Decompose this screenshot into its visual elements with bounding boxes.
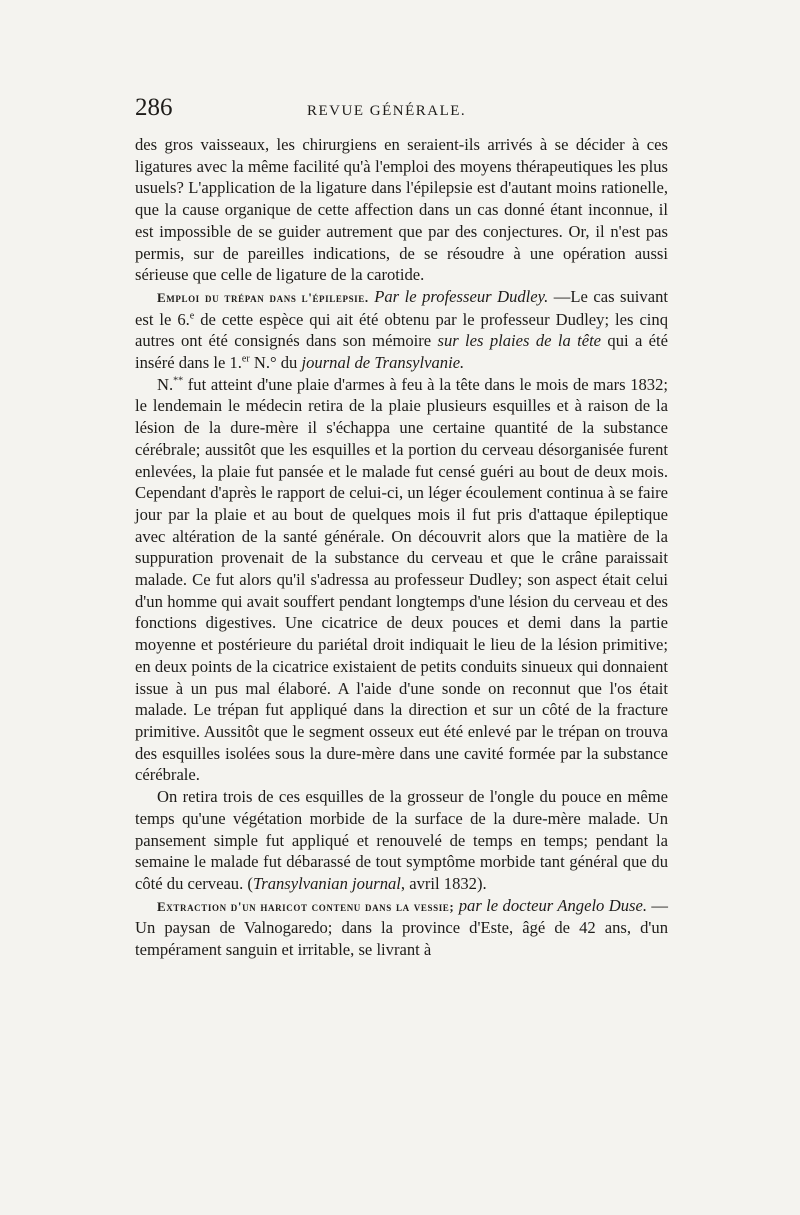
memoir-title: sur les plaies de la tête [437, 331, 602, 351]
author-dudley: Par le professeur Dudley. [374, 286, 549, 306]
paragraph-text: —Le cas suivant est le 6. [135, 286, 668, 329]
page-header [135, 94, 668, 130]
paragraph-treatment-outcome [135, 786, 668, 895]
section-heading-extraction: Extraction d'un haricot contenu dans la vessie; [157, 898, 455, 914]
paragraph-text: qui a été inséré dans le 1. [135, 331, 669, 373]
paragraph-text: On retira trois de ces esquilles de la grosseur de l'ongle du pouce en même temps qu'une végétation morbide de la surface de la dure-mère malade. Un pansement simple fut appliqué et renouvelé de temps en temps; pendant la semaine le malade fut débarassé de tout symptôme morbide tant général que du côté du cerveau. ( [135, 787, 668, 893]
page-number: 286 [135, 94, 173, 121]
author-duse: par le docteur Angelo Duse. [454, 895, 647, 915]
paragraph-text: de cette espèce qui ait été obtenu par le professeur Dudley; les cinq autres ont été consignés dans son mémoire [135, 309, 669, 351]
source-date: , avril 1832). [400, 873, 487, 893]
paragraph-bean-extraction [135, 895, 668, 961]
body-text [135, 134, 668, 961]
paragraph-trepan-epilepsy [135, 286, 668, 374]
paragraph-text: —Un paysan de Valnogaredo; dans la province d'Este, âgé de 42 ans, d'un tempérament sanguin et irritable, se livrant à [135, 895, 668, 960]
paragraph-carotid-ligature: des gros vaisseaux, les chirurgiens en seraient-ils arrivés à se décider à ces ligatures avec la même facilité qu'à l'emploi des moyens thérapeutiques les plus usuels? L'application de la ligature dans l'épilepsie est d'autant moins rationelle, que la cause organique de cette affection dans un cas donné étant inconnue, il est impossible de se guider autrement que par des conjectures. Or, il n'est pas permis, sur de pareilles indications, de se résoudre à une opération aussi sérieuse que celle de ligature de la carotide. [135, 135, 668, 285]
superscript: e [189, 310, 195, 322]
paragraph-case-history [135, 374, 668, 786]
superscript: ** [173, 375, 184, 387]
paragraph-text: fut atteint d'une plaie d'armes à feu à la tête dans le mois de mars 1832; le lendemain le médecin retira de la plaie plusieurs esquilles et à raison de la lésion de la dure-mère il s'échappa une certaine quantité de la substance cérébrale; aussitôt que les esquilles et la portion du cerveau désorganisée furent enlevées, la plaie fut pansée et le malade fut censé guéri au bout de deux mois. Cependant d'après le rapport de celui-ci, un léger écoulement continua à se faire jour par la plaie et au bout de quelques mois il fut pris d'attaque épileptique avec altération de la santé générale. On découvrit alors que la matière de la suppuration provenait de la substance du cerveau et que le crâne paraissait malade. Ce fut alors qu'il s'adressa au professeur Dudley; son aspect était celui d'un homme qui avait souffert pendant longtemps d'une lésion du cerveau et des fonctions digestives. Une cicatrice de deux pouces et demi dans la partie moyenne et postérieure du pariétal droit indiquait le lieu de la lésion primitive; en deux points de la cicatrice existaient de petits conduits sinueux qui donnaient issue à un pus mal élaboré. A l'aide d'une sonde on reconnut que l'os était malade. Le trépan fut appliqué dans la direction et sur un côté de la fracture primitive. Aussitôt que le segment osseux eut été enlevé par le trépan on trouva des esquilles isolées sous la dure-mère dans une cavité formée par la substance cérébrale. [135, 374, 668, 785]
running-head: REVUE GÉNÉRALE. [307, 103, 467, 119]
source-journal: Transylvanian journal [252, 873, 401, 893]
section-heading-trepan: Emploi du trépan dans l'épilepsie. [157, 289, 369, 305]
superscript: er [241, 353, 250, 365]
patient-label: N. [157, 374, 174, 394]
paragraph-text: N.° du [249, 353, 302, 373]
journal-title: journal de Transylvanie. [301, 353, 465, 373]
